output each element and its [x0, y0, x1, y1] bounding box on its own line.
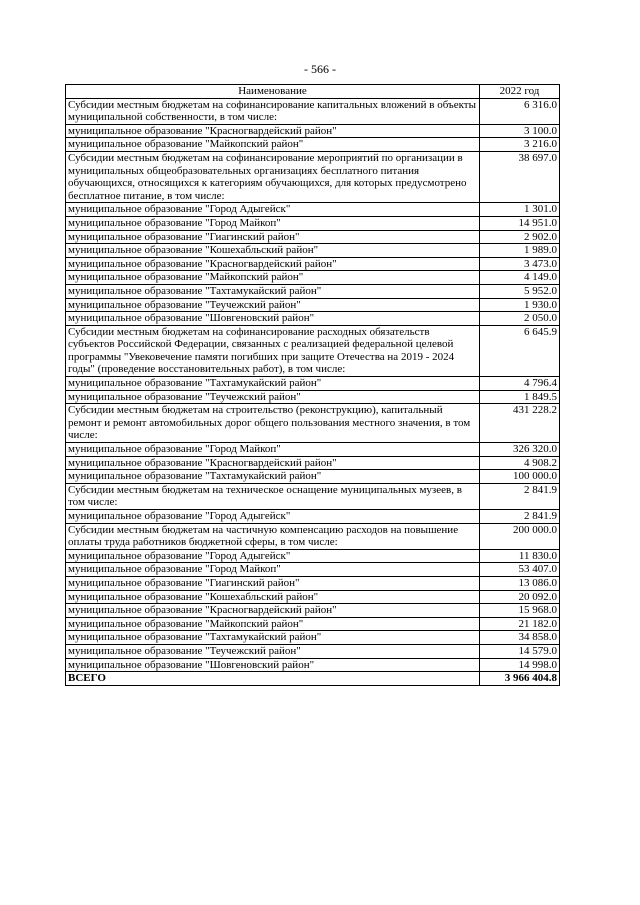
page-number: - 566 -	[304, 62, 336, 76]
row-name: муниципальное образование "Красногвардейский район"	[66, 257, 480, 271]
row-name: муниципальное образование "Майкопский район"	[66, 138, 480, 152]
row-value: 4 149.0	[480, 271, 560, 285]
row-value: 200 000.0	[480, 523, 560, 549]
subsidies-table	[65, 84, 560, 686]
row-name: муниципальное образование "Теучежский район"	[66, 390, 480, 404]
table-row	[66, 257, 560, 271]
row-name: муниципальное образование "Кошехабльский район"	[66, 590, 480, 604]
row-value: 1 989.0	[480, 244, 560, 258]
row-value: 1 930.0	[480, 298, 560, 312]
row-value: 6 645.9	[480, 325, 560, 376]
row-value: 14 951.0	[480, 216, 560, 230]
row-value: 1 849.5	[480, 390, 560, 404]
row-name: муниципальное образование "Гиагинский район"	[66, 576, 480, 590]
table-row	[66, 377, 560, 391]
table-row	[66, 230, 560, 244]
table-row	[66, 284, 560, 298]
total-label: ВСЕГО	[66, 672, 480, 686]
row-value: 53 407.0	[480, 563, 560, 577]
table-row	[66, 298, 560, 312]
table-row	[66, 563, 560, 577]
table-row	[66, 325, 560, 376]
row-name: Субсидии местным бюджетам на строительство (реконструкцию), капитальный ремонт и ремонт автомобильных дорог общего пользования местного значения, в том числе:	[66, 404, 480, 443]
table-row	[66, 483, 560, 509]
table-row	[66, 271, 560, 285]
table-row	[66, 644, 560, 658]
table-row	[66, 617, 560, 631]
row-name: муниципальное образование "Теучежский район"	[66, 298, 480, 312]
row-name: муниципальное образование "Город Адыгейск"	[66, 549, 480, 563]
table-row	[66, 244, 560, 258]
row-name: муниципальное образование "Теучежский район"	[66, 644, 480, 658]
row-name: муниципальное образование "Город Майкоп"	[66, 563, 480, 577]
row-name: муниципальное образование "Тахтамукайский район"	[66, 631, 480, 645]
table-row	[66, 151, 560, 202]
row-value: 431 228.2	[480, 404, 560, 443]
row-value: 20 092.0	[480, 590, 560, 604]
row-value: 2 902.0	[480, 230, 560, 244]
table-row	[66, 470, 560, 484]
total-row	[66, 672, 560, 686]
row-value: 3 216.0	[480, 138, 560, 152]
row-name: муниципальное образование "Майкопский район"	[66, 271, 480, 285]
row-value: 3 100.0	[480, 124, 560, 138]
row-name: муниципальное образование "Красногвардейский район"	[66, 456, 480, 470]
table-row	[66, 404, 560, 443]
total-value: 3 966 404.8	[480, 672, 560, 686]
row-name: муниципальное образование "Тахтамукайский район"	[66, 377, 480, 391]
row-value: 38 697.0	[480, 151, 560, 202]
row-name: муниципальное образование "Кошехабльский район"	[66, 244, 480, 258]
row-value: 4 796.4	[480, 377, 560, 391]
row-name: муниципальное образование "Шовгеновский район"	[66, 658, 480, 672]
table-row	[66, 203, 560, 217]
table-row	[66, 604, 560, 618]
row-value: 4 908.2	[480, 456, 560, 470]
table-header-row	[66, 85, 560, 99]
table-row	[66, 216, 560, 230]
table-row	[66, 510, 560, 524]
table-row	[66, 631, 560, 645]
header-year: 2022 год	[480, 85, 560, 99]
row-value: 3 473.0	[480, 257, 560, 271]
row-value: 5 952.0	[480, 284, 560, 298]
row-value: 15 968.0	[480, 604, 560, 618]
table-row	[66, 312, 560, 326]
table-row	[66, 658, 560, 672]
row-name: Субсидии местным бюджетам на софинансирование капитальных вложений в объекты муниципальной собственности, в том числе:	[66, 98, 480, 124]
row-value: 2 841.9	[480, 483, 560, 509]
row-value: 326 320.0	[480, 443, 560, 457]
row-name: муниципальное образование "Шовгеновский район"	[66, 312, 480, 326]
row-value: 6 316.0	[480, 98, 560, 124]
row-name: Субсидии местным бюджетам на софинансирование расходных обязательств субъектов Российской Федерации, связанных с реализацией федеральной целевой программы "Увековечение памяти погибших при защите Отечества на 2019 - 2024 годы" (проведение восстановительных работ), в том числе:	[66, 325, 480, 376]
row-name: муниципальное образование "Тахтамукайский район"	[66, 470, 480, 484]
table-row	[66, 549, 560, 563]
row-value: 34 858.0	[480, 631, 560, 645]
row-name: Субсидии местным бюджетам на софинансирование мероприятий по организации в муниципальных общеобразовательных организациях бесплатного питания обучающихся, относящихся к категориям обучающихся, для которых предусмотрено бесплатное питание, в том числе:	[66, 151, 480, 202]
row-value: 1 301.0	[480, 203, 560, 217]
table-row	[66, 98, 560, 124]
row-value: 2 841.9	[480, 510, 560, 524]
table-row	[66, 523, 560, 549]
table-row	[66, 138, 560, 152]
table-row	[66, 443, 560, 457]
row-name: муниципальное образование "Город Майкоп"	[66, 216, 480, 230]
table-row	[66, 576, 560, 590]
row-name: муниципальное образование "Майкопский район"	[66, 617, 480, 631]
row-value: 11 830.0	[480, 549, 560, 563]
row-value: 14 998.0	[480, 658, 560, 672]
table-row	[66, 390, 560, 404]
row-value: 14 579.0	[480, 644, 560, 658]
row-name: Субсидии местным бюджетам на частичную компенсацию расходов на повышение оплаты труда работников бюджетной сферы, в том числе:	[66, 523, 480, 549]
row-name: муниципальное образование "Город Адыгейск"	[66, 203, 480, 217]
row-value: 13 086.0	[480, 576, 560, 590]
row-name: муниципальное образование "Красногвардейский район"	[66, 604, 480, 618]
row-name: муниципальное образование "Город Майкоп"	[66, 443, 480, 457]
table-row	[66, 124, 560, 138]
header-name: Наименование	[66, 85, 480, 99]
table-row	[66, 590, 560, 604]
row-value: 100 000.0	[480, 470, 560, 484]
row-value: 2 050.0	[480, 312, 560, 326]
row-name: муниципальное образование "Город Адыгейск"	[66, 510, 480, 524]
row-name: муниципальное образование "Гиагинский район"	[66, 230, 480, 244]
row-value: 21 182.0	[480, 617, 560, 631]
row-name: Субсидии местным бюджетам на техническое оснащение муниципальных музеев, в том числе:	[66, 483, 480, 509]
row-name: муниципальное образование "Красногвардейский район"	[66, 124, 480, 138]
row-name: муниципальное образование "Тахтамукайский район"	[66, 284, 480, 298]
table-row	[66, 456, 560, 470]
